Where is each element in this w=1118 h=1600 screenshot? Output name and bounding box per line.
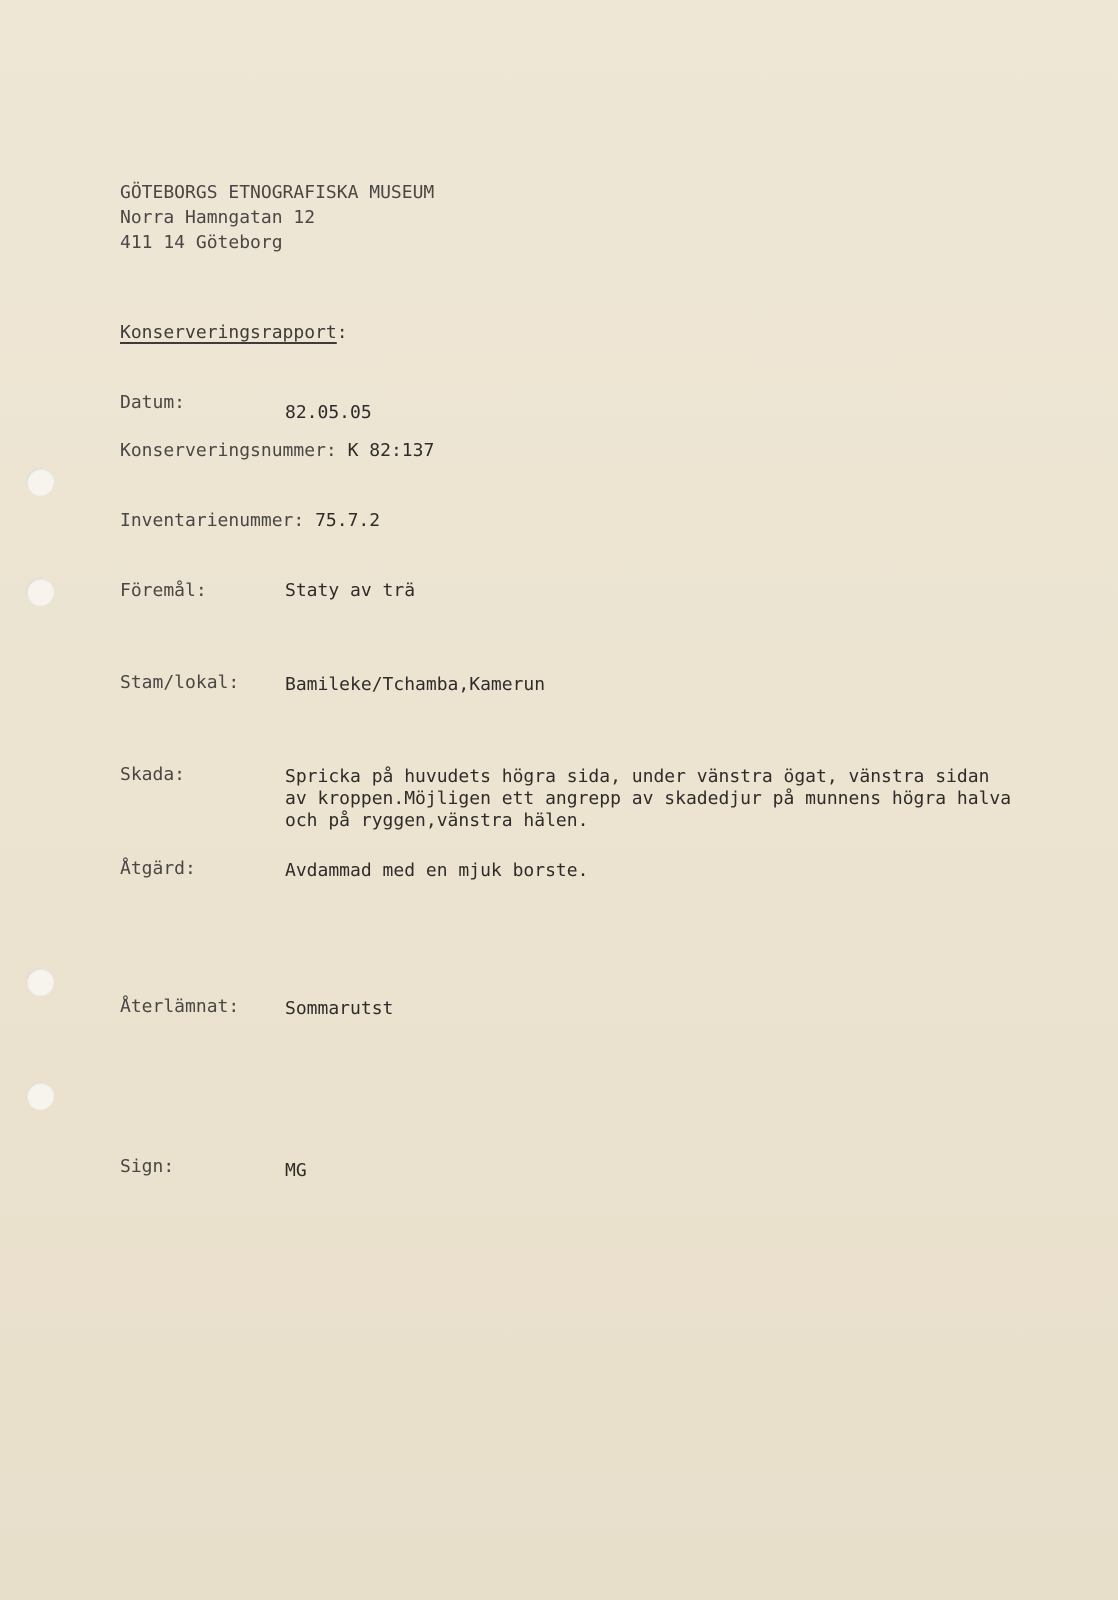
stam-label: Stam/lokal: <box>120 672 240 693</box>
foremal-value: Staty av trä <box>285 580 416 601</box>
punch-hole <box>26 1082 54 1110</box>
aterlamnat-value: Sommarutst <box>285 998 394 1019</box>
datum-label: Datum: <box>120 392 186 413</box>
sign-label: Sign: <box>120 1156 175 1177</box>
skada-label: Skada: <box>120 764 186 785</box>
skada-line: av kroppen.Möjligen ett angrepp av skadedjur på munnens högra halva <box>285 788 1012 809</box>
museum-name: GÖTEBORGS ETNOGRAFISKA MUSEUM <box>120 182 435 203</box>
foremal-label: Föremål: <box>120 580 207 601</box>
punch-hole <box>26 968 54 996</box>
konserveringsnummer-label: Konserveringsnummer: <box>120 440 337 461</box>
punch-hole <box>26 468 54 496</box>
inventarienummer-row <box>120 510 380 531</box>
museum-address <box>120 180 434 255</box>
sign-value: MG <box>285 1160 307 1181</box>
skada-line: och på ryggen,vänstra hälen. <box>285 810 589 831</box>
punch-hole <box>26 578 54 606</box>
report-title-colon: : <box>336 322 348 343</box>
datum-value: 82.05.05 <box>285 402 372 423</box>
report-title <box>120 322 348 343</box>
skada-line: Spricka på huvudets högra sida, under vänstra ögat, vänstra sidan <box>285 766 990 787</box>
street-address: Norra Hamngatan 12 <box>120 207 316 228</box>
konserveringsnummer-row <box>120 440 434 461</box>
atgard-value: Avdammad med en mjuk borste. <box>285 860 589 881</box>
konserveringsnummer-value: K 82:137 <box>347 440 435 461</box>
report-title-text: Konserveringsrapport <box>120 322 337 343</box>
inventarienummer-label: Inventarienummer: <box>120 510 305 531</box>
aterlamnat-label: Återlämnat: <box>120 996 240 1017</box>
stam-value: Bamileke/Tchamba,Kamerun <box>285 674 546 695</box>
postal-address: 411 14 Göteborg <box>120 232 283 253</box>
skada-value <box>285 766 1105 832</box>
inventarienummer-value: 75.7.2 <box>315 510 381 531</box>
atgard-label: Åtgärd: <box>120 858 196 879</box>
